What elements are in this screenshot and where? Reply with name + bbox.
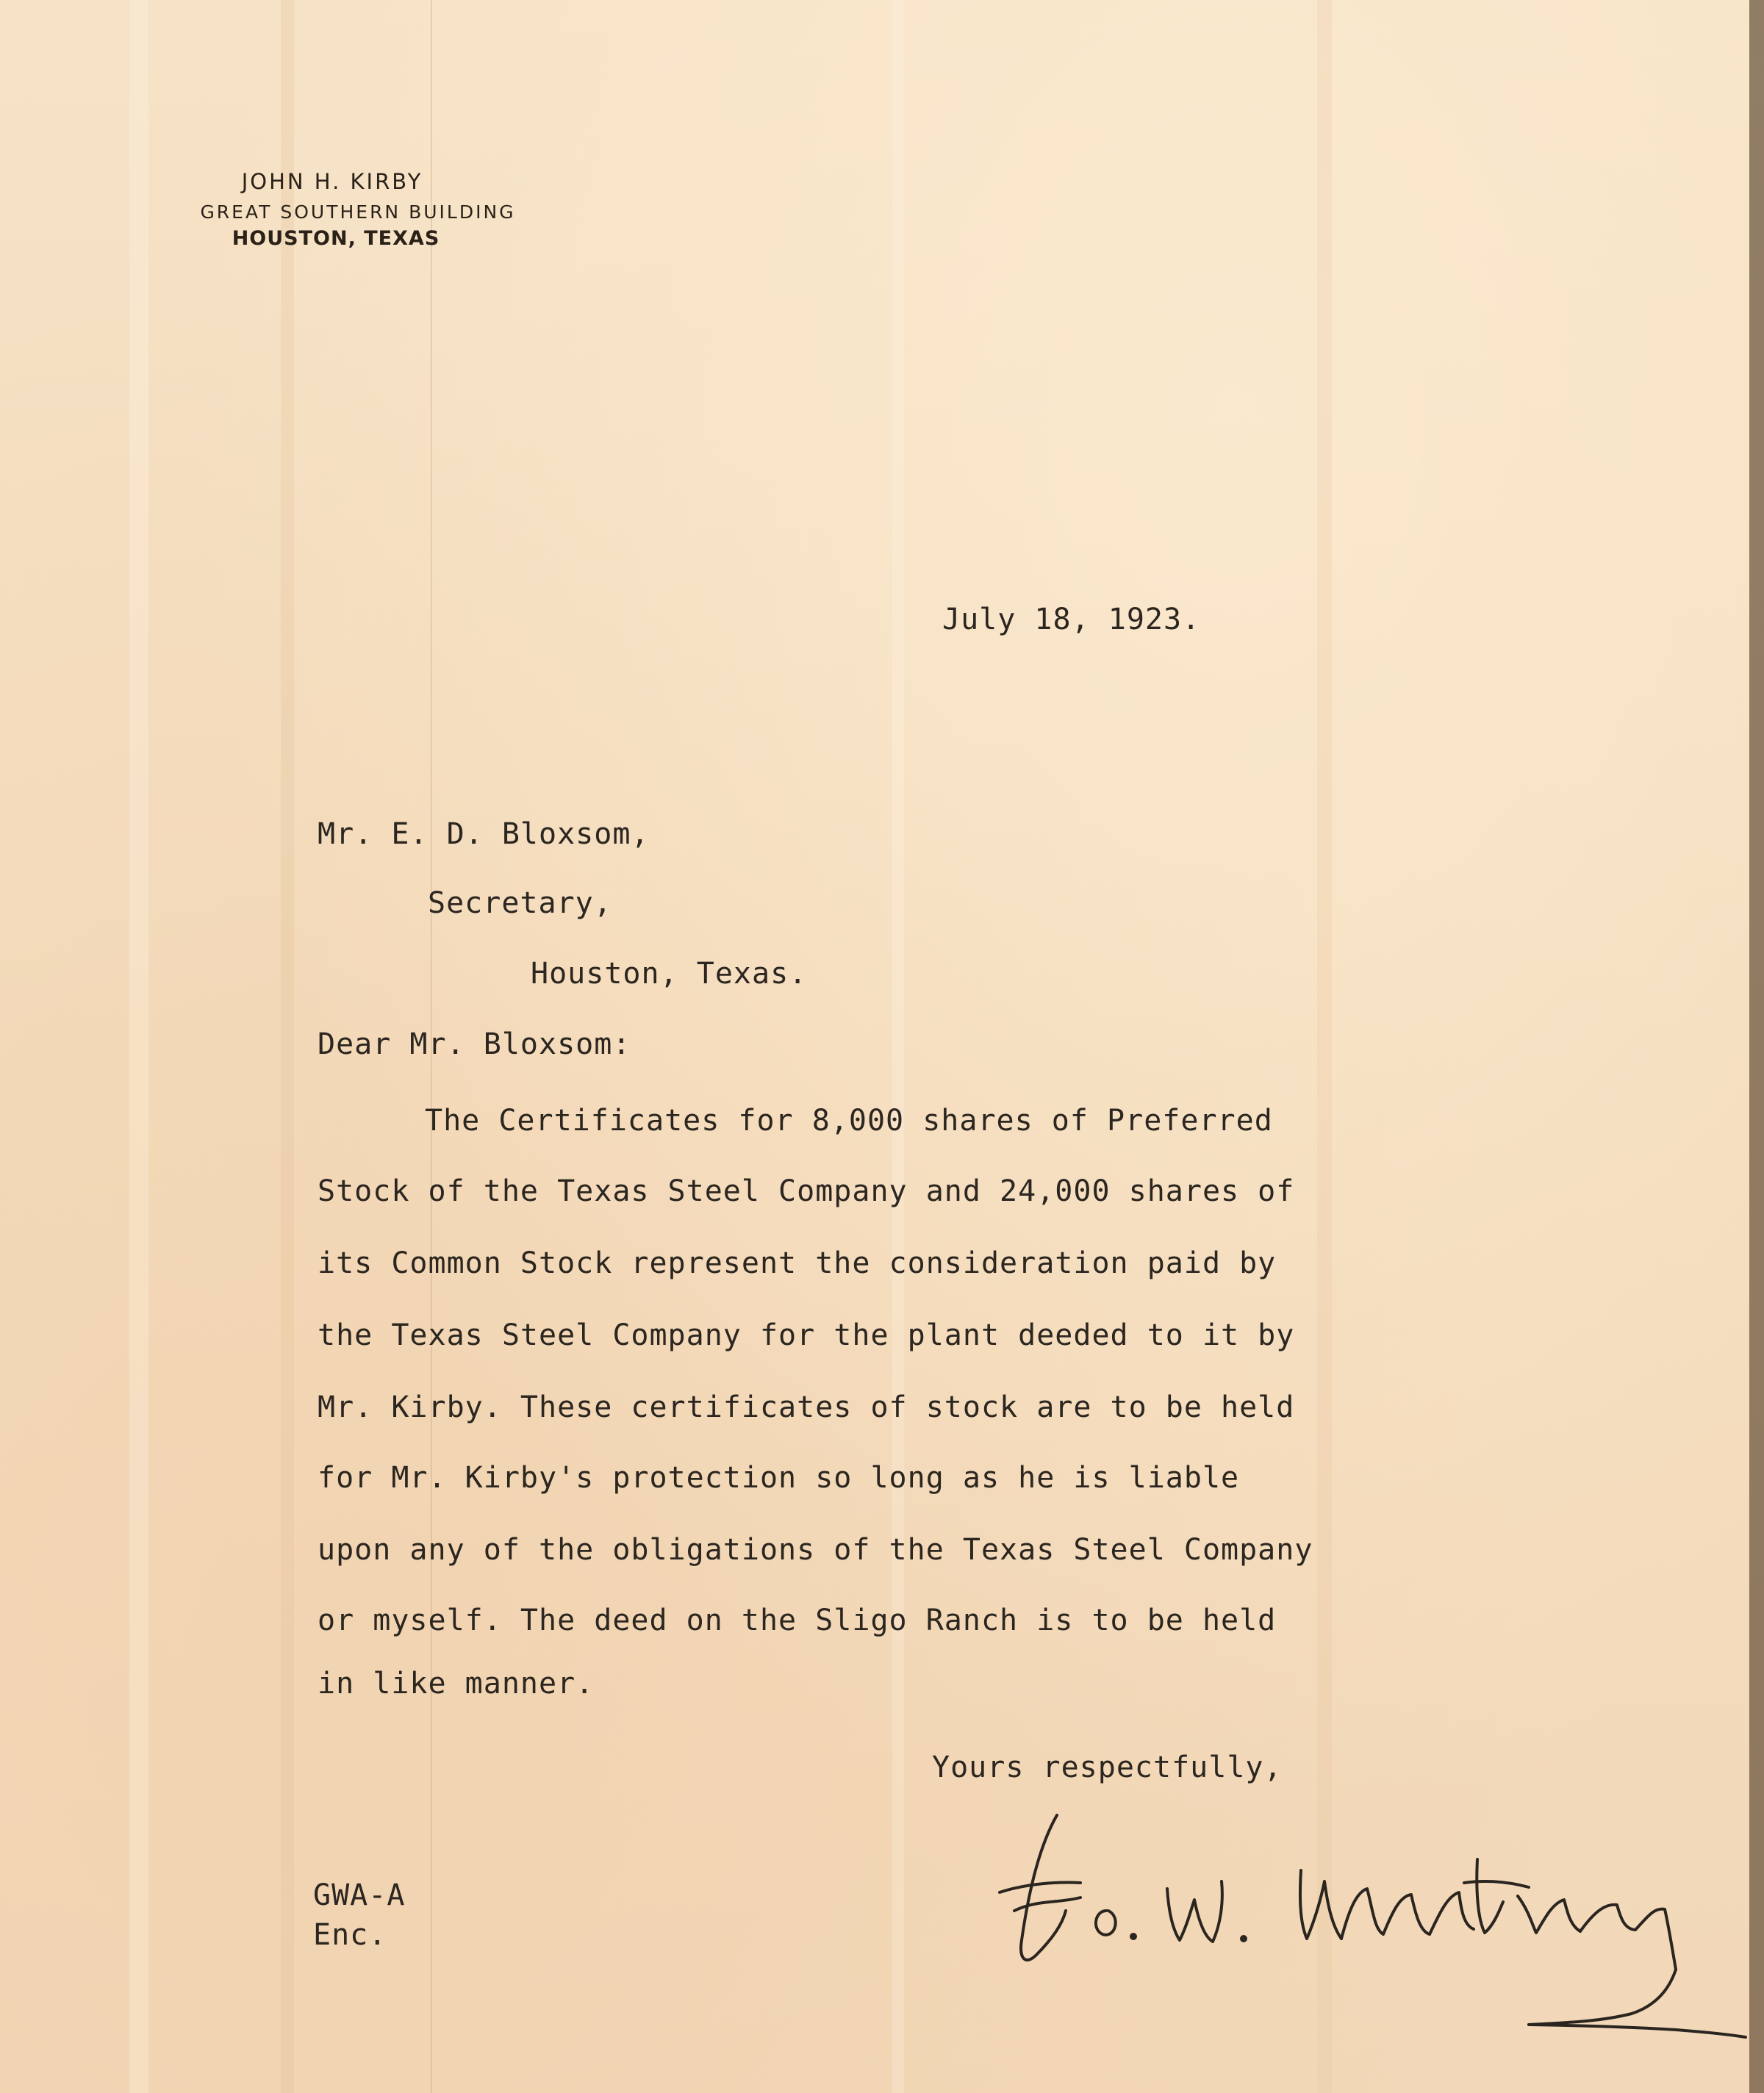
- letterhead-city: HOUSTON, TEXAS: [232, 227, 440, 250]
- body-line: Stock of the Texas Steel Company and 24,000 shares of: [318, 1174, 1295, 1208]
- paper-stripe: [281, 0, 294, 2093]
- recipient-name: Mr. E. D. Bloxsom,: [318, 817, 650, 851]
- body-line: The Certificates for 8,000 shares of Preferred: [425, 1104, 1273, 1138]
- letterhead-name: JOHN H. KIRBY: [241, 169, 423, 194]
- body-line: the Texas Steel Company for the plant deeded to it by: [318, 1318, 1295, 1352]
- recipient-city: Houston, Texas.: [531, 957, 808, 991]
- closing: Yours respectfully,: [932, 1751, 1283, 1784]
- body-line: or myself. The deed on the Sligo Ranch is to be held: [318, 1604, 1277, 1637]
- reference-initials: GWA-A: [313, 1878, 406, 1912]
- body-line: upon any of the obligations of the Texas Steel Company: [318, 1533, 1313, 1567]
- signature: [970, 1801, 1749, 2043]
- paper-stripe: [129, 0, 148, 2093]
- body-line: its Common Stock represent the consideration paid by: [318, 1246, 1277, 1280]
- body-line: Mr. Kirby. These certificates of stock are to be held: [318, 1390, 1295, 1424]
- paper-stripe: [1317, 0, 1332, 2093]
- letterhead-building: GREAT SOUTHERN BUILDING: [200, 201, 516, 223]
- body-line: for Mr. Kirby's protection so long as he is liable: [318, 1461, 1240, 1495]
- paper-edge: [1749, 0, 1764, 2093]
- letterhead: [171, 169, 545, 250]
- recipient-title: Secretary,: [428, 886, 612, 920]
- salutation: Dear Mr. Bloxsom:: [318, 1027, 631, 1061]
- paper-stripe: [892, 0, 904, 2093]
- enclosure-note: Enc.: [313, 1918, 387, 1952]
- body-line: in like manner.: [318, 1667, 595, 1701]
- letter-date: July 18, 1923.: [942, 603, 1201, 636]
